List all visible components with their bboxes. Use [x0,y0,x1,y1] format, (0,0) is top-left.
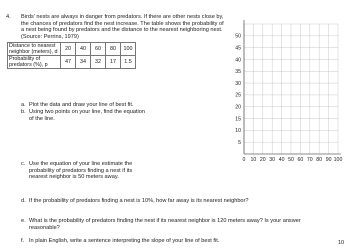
question-d-text: If the probability of predators finding a nest is 10%, how far away is its nearest neighbor? [29,198,249,204]
y-tick-label: 35 [235,69,241,76]
x-tick-label: 20 [259,157,266,163]
question-f-letter: f. [21,238,25,244]
x-tick-label: 90 [325,157,332,163]
problem-number: 4. [6,14,11,20]
x-tick-label: 100 [333,157,343,163]
y-tick-label: 40 [235,57,241,64]
y-tick-label: 30 [235,80,241,87]
table-cell: 32 [91,56,106,69]
question-e-text: What is the probability of predators finding the nest if its nearest neighbor is 120 meters away? Is your answer reasonable? [29,218,301,231]
x-tick-label: 60 [297,157,304,163]
data-table [7,42,136,69]
y-tick-label: 10 [235,128,241,135]
question-f-text: In plain English, write a sentence interpreting the slope of your line of best fit. [29,238,220,244]
question-c-text: Use the equation of your line estimate the probability of predators finding a nest if its nearest neighbor is 50 meters away. [29,161,133,181]
table-cell: 17 [106,56,121,69]
table-cell: 20 [61,43,76,56]
y-tick-label: 5 [238,139,241,146]
question-c-letter: c. [21,161,26,167]
y-tick-label: 15 [235,116,241,123]
x-tick-label: 40 [278,157,285,163]
problem-intro: Birds' nests are always in danger from predators. If there are other nests close by, the chances of predators find the nest increase. The table shows the probability of a nest being found by predators and the distance to the nearest neighboring nest. (Source: Perrins, 1979) [21,14,224,40]
question-b-letter: b. [21,109,26,115]
table-cell: 60 [91,43,106,56]
table-cell: 1.5 [121,56,136,69]
question-d-letter: d. [21,198,26,204]
x-tick-label: 50 [288,157,294,163]
table-cell: 80 [106,43,121,56]
table-cell: 34 [76,56,91,69]
x-tick-label: 10 [250,157,257,163]
table-cell: 47 [61,56,76,69]
table-cell: 40 [76,43,91,56]
y-tick-label: 45 [235,45,241,52]
page-number: 10 [338,240,345,246]
table-header-probability: Probability of predators (%), p [8,56,61,69]
x-tick-label: 0 [242,157,246,163]
x-tick-label: 80 [316,157,323,163]
question-a-text: Plot the data and draw your line of best fit. [29,102,134,108]
y-tick-label: 50 [235,33,241,40]
table-header-distance: Distance to nearest neighbor (meters), d [8,43,61,56]
y-tick-label: 20 [235,104,241,111]
question-a-letter: a. [21,102,26,108]
table-row-probability [8,56,136,69]
question-e-letter: e. [21,218,26,224]
x-tick-label: 70 [306,157,313,163]
x-tick-label: 30 [269,157,276,163]
table-cell: 100 [121,43,136,56]
y-tick-label: 25 [235,92,241,99]
table-row-distance [8,43,136,56]
question-b-text: Using two points on your line, find the equation of the line. [29,109,145,122]
